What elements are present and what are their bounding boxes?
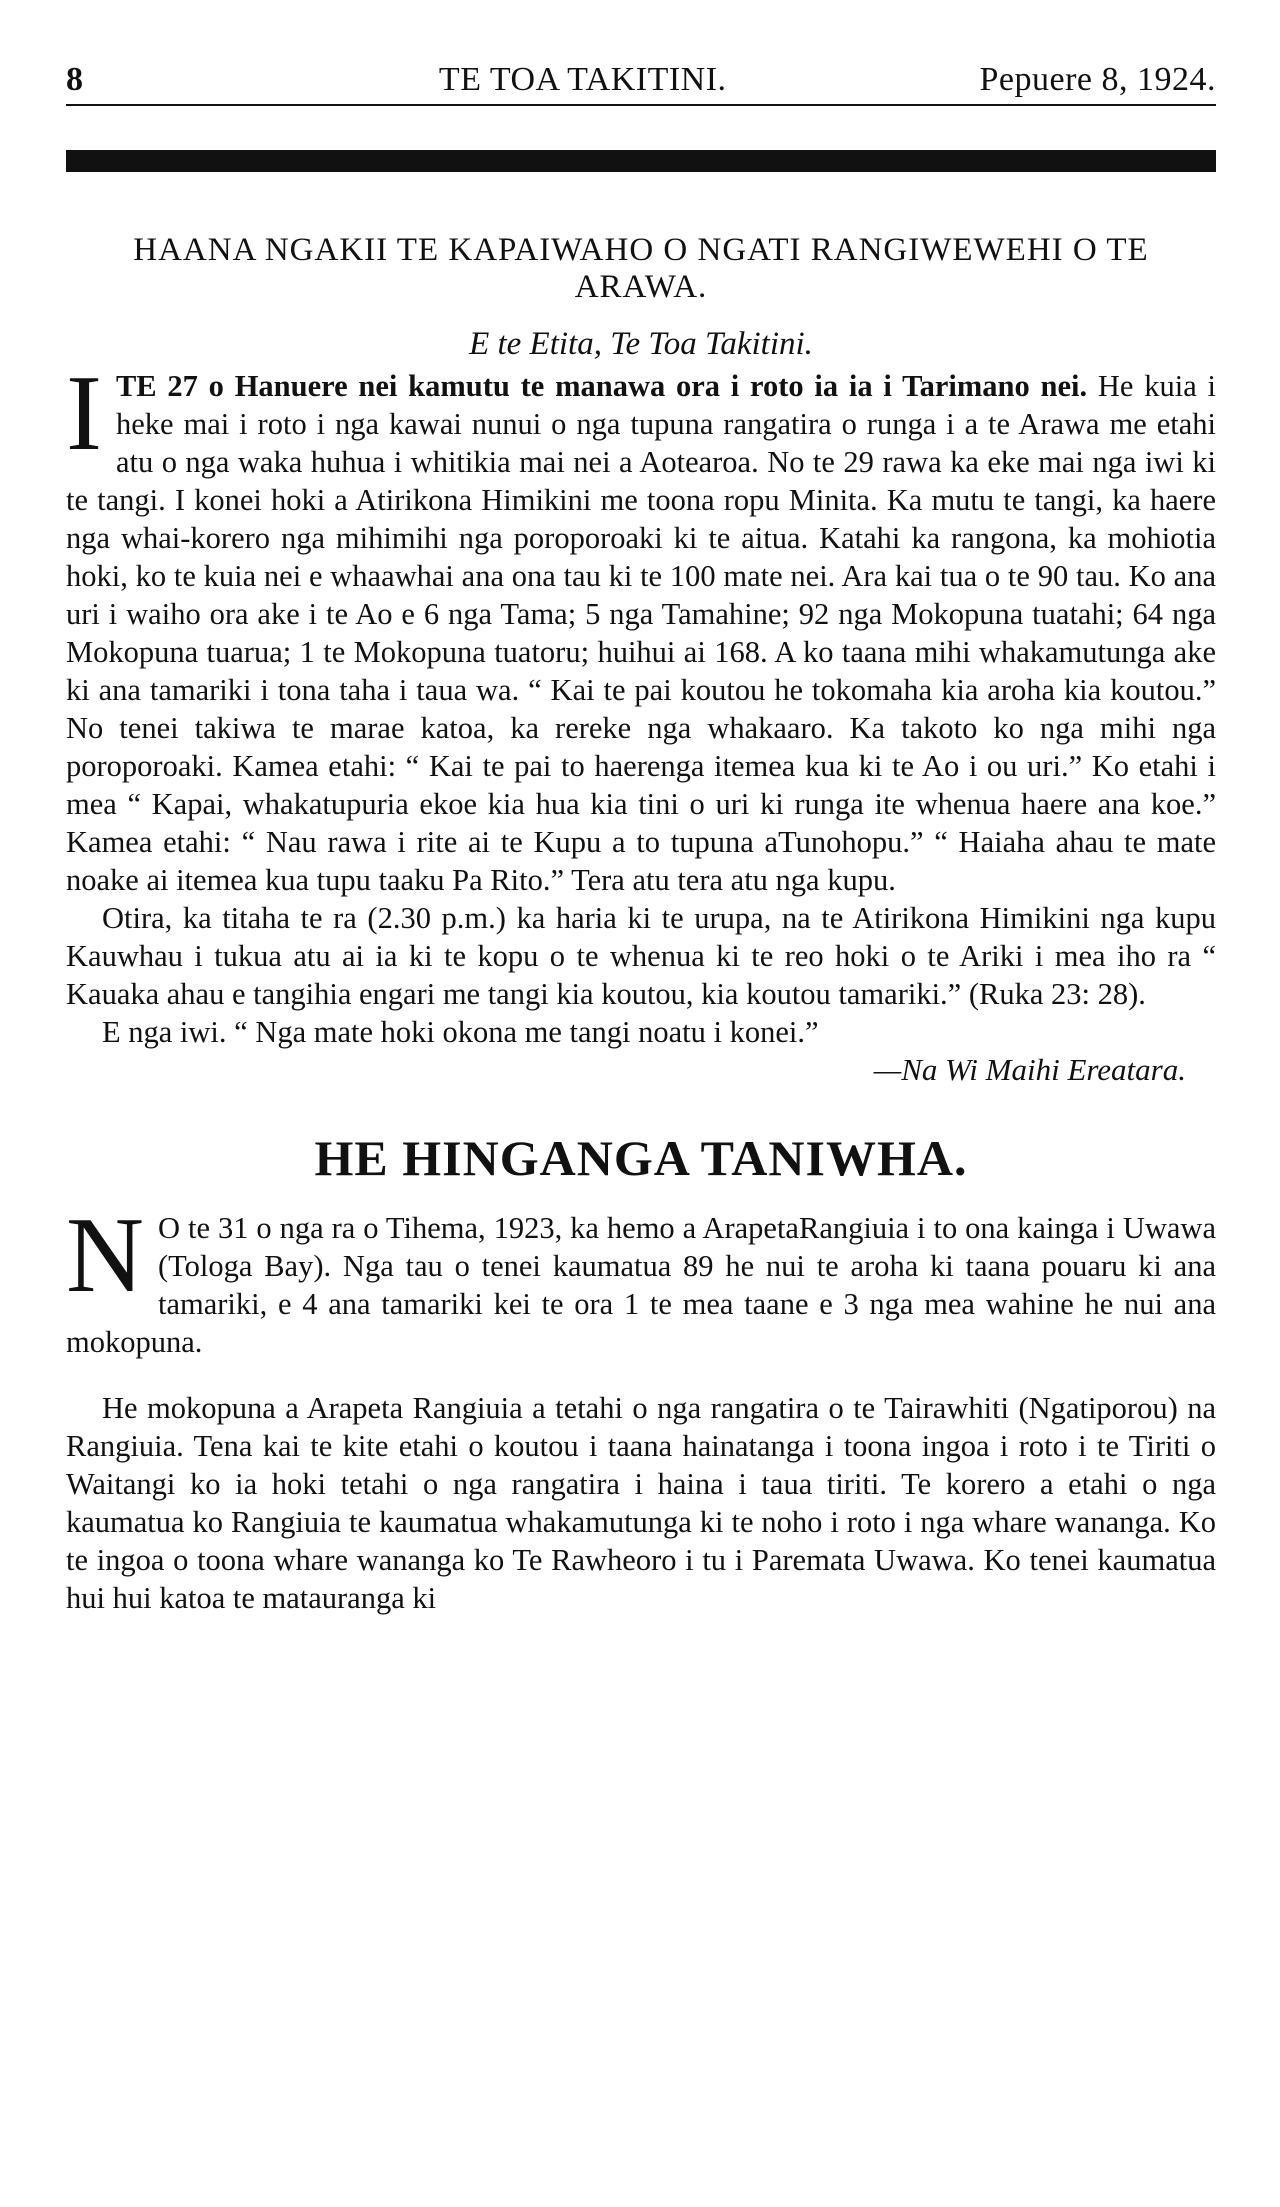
article-1-paragraph-1-text: He kuia i heke mai i roto i nga kawai nunui o nga tupuna rangatira o runga i a te Arawa me etahi atu o nga waka huhua i whitikia mai nei a Aotearoa. No te 29 rawa ka eke mai nga iwi ki te tangi. I konei hoki a Atirikona Himikini me toona ropu Minita. Ka mutu te tangi, ka haere nga whai-korero nga mihimihi nga poroporoaki ki te aitua. Katahi ka rangona, ka mohiotia hoki, ko te kuia nei e whaawhai ana ona tau ki te 100 mate nei. Ara kai tua o te 90 tau. Ko ana uri i waiho ora ake i te Ao e 6 nga Tama; 5 nga Tamahine; 92 nga Mokopuna tuatahi; 64 nga Mokopuna tuarua; 1 te Mokopuna tuatoru; huihui ai 168. A ko taana mihi whakamutunga ake ki ana tamariki i tona taha i taua wa. “ Kai te pai koutou he tokomaha kia aroha kia koutou.” No tenei takiwa te marae katoa, ka rereke nga whakaaro. Ka takoto ko nga mihi nga poroporoaki. Kamea etahi: “ Kai te pai to haerenga itemea kua ki te Ao i ou uri.” Ko etahi i mea “ Kapai, whakatupuria ekoe kia hua kia tini o uri ki runga ite whenua haere ana koe.” Kamea etahi: “ Nau rawa i rite ai te Kupu a to tupuna aTunohopu.” “ Haiaha ahau te mate noake ai itemea kua tupu taaku Pa Rito.” Tera atu tera atu nga kupu. [66,369,1216,897]
article-1-paragraph-2: Otira, ka titaha te ra (2.30 p.m.) ka haria ki te urupa, na te Atirikona Himikini nga kupu Kauwhau i tukua atu ai ia ki te kopu o te whenua ki te reo hoki o te Ariki i mea iho ra “ Kauaka ahau e tangihia engari me tangi kia koutou, kia koutou tamariki.” (Ruka 23: 28). [66,901,1216,1011]
article-1 [66,232,1216,1089]
newspaper-title: TE TOA TAKITINI. [438,61,727,98]
article-2-paragraph-2: He mokopuna a Arapeta Rangiuia a tetahi o nga rangatira o te Tairawhiti (Ngatiporou) na Rangiuia. Tena kai te kite etahi o koutou i taana hainatanga i toona ingoa i roto i te Tiriti o Waitangi ko ia hoki tetahi o nga rangatira i haina i taua tiriti. Te korero a etahi o nga kaumatua ko Rangiuia te kaumatua whakamutunga ki te noho i roto i nga whare wananga. Ko te ingoa o toona whare wananga ko Te Rawheoro i tu i Paremata Uwawa. Ko tenei kaumatua hui hui katoa te matauranga ki [66,1391,1216,1615]
article-1-signature: —Na Wi Maihi Ereatara. [873,1052,1186,1087]
thick-divider [66,150,1216,172]
article-1-headline: HAANA NGAKII TE KAPAIWAHO O NGATI RANGIWEWEHI O TE ARAWA. [133,232,1149,305]
article-1-paragraph-3: E nga iwi. “ Nga mate hoki okona me tangi noatu i konei.” [102,1015,819,1049]
page-header [66,60,1216,100]
article-2-paragraph-1 [66,1196,1216,1361]
article-1-byline: E te Etita, Te Toa Takitini. [469,326,813,362]
article-2-headline: HE HINGANGA TANIWHA. [314,1130,968,1186]
article-1-paragraph-1 [66,354,1216,899]
drop-cap: N [66,1196,144,1315]
drop-cap: I [66,354,102,473]
article-2 [66,1129,1216,1617]
issue-date: Pepuere 8, 1924. [979,61,1216,98]
page-number: 8 [66,61,84,98]
article-2-paragraph-1-text: O te 31 o nga ra o Tihema, 1923, ka hemo a ArapetaRangiuia i to ona kainga i Uwawa (Tologa Bay). Nga tau o tenei kaumatua 89 he nui te aroha ki taana pouaru ki ana tamariki, e 4 ana tamariki kei te ora 1 te mea taane e 3 nga mea wahine he nui ana mokopuna. [66,1211,1216,1359]
article-1-lead: TE 27 o Hanuere nei kamutu te manawa ora i roto ia ia i Tarimano nei. [115,369,1088,403]
header-rule [66,104,1216,106]
